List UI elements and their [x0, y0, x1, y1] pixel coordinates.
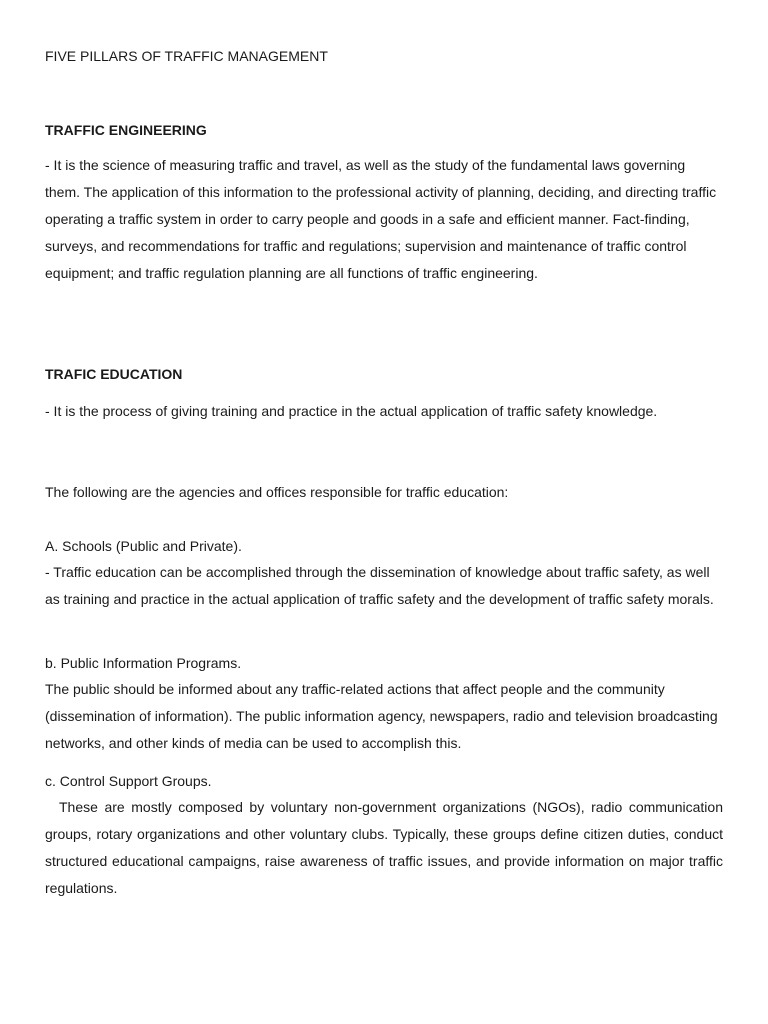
- support-groups-body: These are mostly composed by voluntary non-government organizations (NGOs), radio communication groups, rotary organizations and other voluntary clubs. Typically, these groups define citizen duties, conduct structured educational campaigns, raise awareness of traffic issues, and provide information on major traffic regulations.: [45, 799, 723, 896]
- document-title: FIVE PILLARS OF TRAFFIC MANAGEMENT: [45, 48, 328, 64]
- public-info-body: The public should be informed about any traffic-related actions that affect people and the community (dissemination of information). The public information agency, newspapers, radio and television broadcasting networks, and other kinds of media can be used to accomplish this.: [45, 681, 718, 751]
- traffic-education-heading: TRAFIC EDUCATION: [45, 366, 183, 382]
- schools-title: A. Schools (Public and Private).: [45, 538, 242, 554]
- traffic-education-body: - It is the process of giving training and practice in the actual application of traffic safety knowledge.: [45, 403, 658, 419]
- support-groups-title: c. Control Support Groups.: [45, 773, 212, 789]
- traffic-engineering-heading: TRAFFIC ENGINEERING: [45, 122, 207, 138]
- schools-body: - Traffic education can be accomplished through the dissemination of knowledge about traffic safety, as well as training and practice in the actual application of traffic safety and the development of traffic safety morals.: [45, 564, 714, 607]
- public-info-title: b. Public Information Programs.: [45, 655, 242, 671]
- agencies-intro: The following are the agencies and offices responsible for traffic education:: [45, 484, 509, 500]
- traffic-engineering-body: - It is the science of measuring traffic and travel, as well as the study of the fundamental laws governing them. The application of this information to the professional activity of planning, deciding, and directing traffic operating a traffic system in order to carry people and goods in a safe and efficient manner. Fact-finding, surveys, and recommendations for traffic and regulations; supervision and maintenance of traffic control equipment; and traffic regulation planning are all functions of traffic engineering.: [45, 157, 717, 281]
